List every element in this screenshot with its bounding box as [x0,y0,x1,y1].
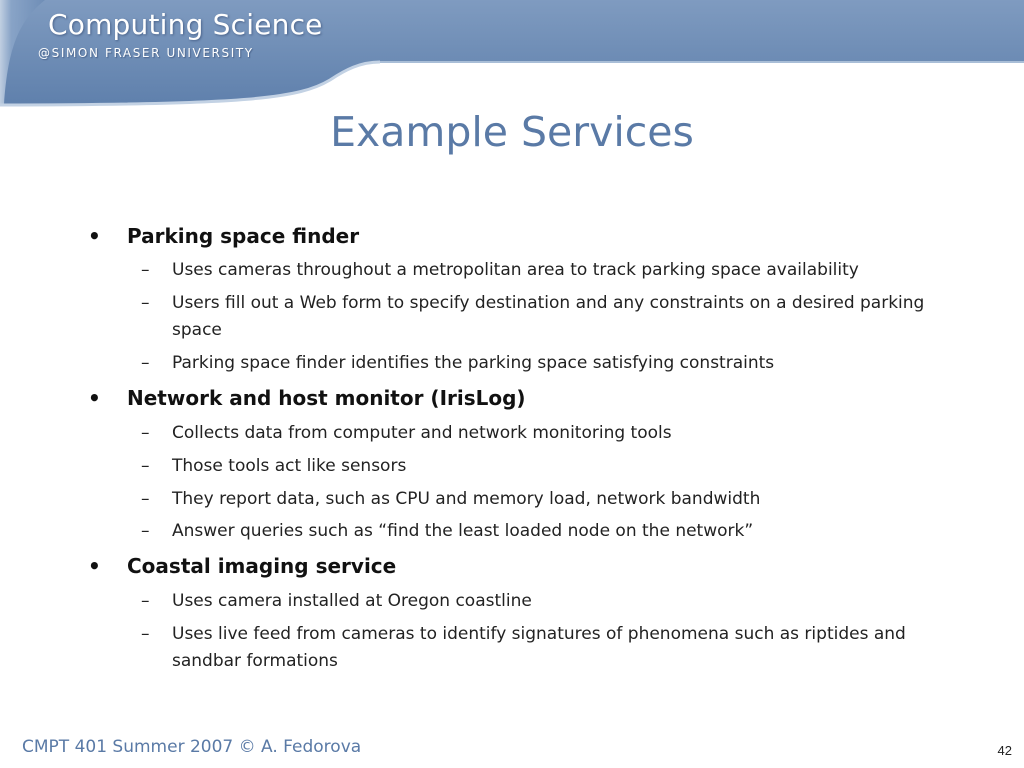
sub-item-text: Uses camera installed at Oregon coastline [172,591,532,611]
bullet-marker: • [88,386,101,410]
sub-item-text: Collects data from computer and network monitoring tools [172,423,672,443]
sub-item-marker: – [141,260,150,280]
sub-item-marker: – [141,456,150,476]
sub-item-marker: – [141,423,150,443]
sub-item-text: Users fill out a Web form to specify destination and any constraints on a desired parking space [172,293,925,340]
sub-item-marker: – [141,591,150,611]
bullet-text: Coastal imaging service [127,554,397,578]
bullet-text: Network and host monitor (IrisLog) [127,386,526,410]
footer-course-credit: CMPT 401 Summer 2007 © A. Fedorova [22,737,362,757]
sub-item-text: Parking space finder identifies the parking space satisfying constraints [172,353,775,373]
sub-item-text: Uses cameras throughout a metropolitan area to track parking space availability [172,260,859,280]
sub-item-marker: – [141,353,150,373]
bullet-marker: • [88,224,101,248]
brand-title: Computing Science [48,8,323,41]
page-number: 42 [997,743,1012,758]
slide-title: Example Services [330,108,694,156]
sub-item-marker: – [141,624,150,644]
sub-item-text: Answer queries such as “find the least loaded node on the network” [172,521,754,541]
bullet-text: Parking space finder [127,224,360,248]
sub-item-marker: – [141,521,150,541]
bullet-marker: • [88,554,101,578]
sub-item-marker: – [141,293,150,313]
sub-item-text: Uses live feed from cameras to identify signatures of phenomena such as riptides and sandbar formations [172,624,906,671]
brand-subtitle: @SIMON FRASER UNIVERSITY [38,46,254,60]
sub-item-marker: – [141,489,150,509]
sub-item-text: They report data, such as CPU and memory load, network bandwidth [172,489,761,509]
sub-item-text: Those tools act like sensors [172,456,407,476]
